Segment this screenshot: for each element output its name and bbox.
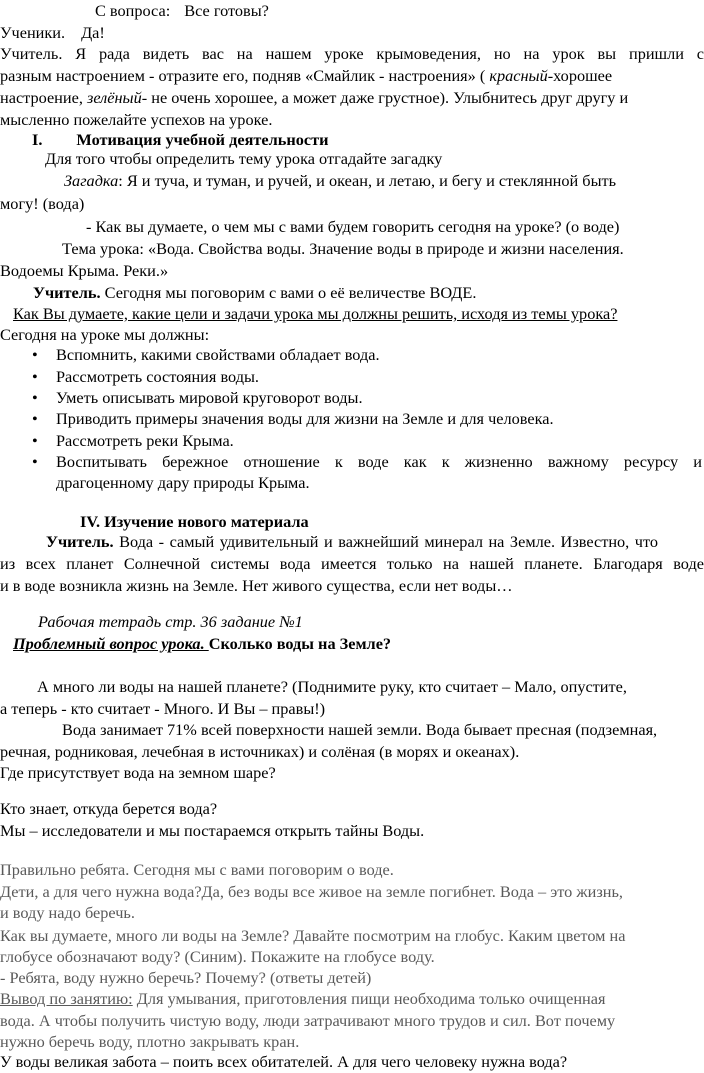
goal-item-1: Вспомнить, какими свойствами обладает вода.	[56, 345, 380, 364]
section-4-heading: IV. Изучение нового материала	[80, 512, 309, 531]
red-word: красный	[489, 66, 548, 85]
riddle-intro: Для того чтобы определить тему урока отгадайте загадку	[45, 149, 443, 168]
how-much-line-2: а теперь - кто считает - Много. И Вы – правы!)	[0, 699, 326, 718]
goal-item-5: Рассмотреть реки Крыма.	[56, 431, 234, 450]
percent-line-1: Вода занимает 71% всей поверхности нашей земли. Вода бывает пресная (подземная,	[62, 720, 658, 739]
teacher-mineral-line-1: Учитель. Вода - самый удивительный и важнейший минерал на Земле. Известно, что	[46, 532, 658, 551]
bullet-marker: •	[32, 367, 38, 386]
goal-item-6-line-1: Воспитывать бережное отношение к воде как к жизненно важному ресурсу и	[56, 452, 702, 471]
teacher-intro-line-3: настроение, зелёный- не очень хорошее, а может даже грустное). Улыбнитесь друг другу и	[0, 88, 629, 107]
percent-line-3: Где присутствует вода на земном шаре?	[0, 763, 276, 782]
goals-question: Как Вы думаете, какие цели и задачи урока мы должны решить, исходя из темы урока?	[13, 304, 618, 323]
riddle-label: Загадка	[64, 171, 119, 190]
problem-question: Сколько воды на Земле?	[208, 634, 392, 653]
gray-line-7: Вывод по занятию: Для умывания, приготовления пищи необходима только очищенная	[0, 989, 606, 1008]
dialog-line-2	[0, 22, 704, 44]
teacher-label-2: Учитель.	[33, 283, 101, 302]
topic-line-2: Водоемы Крыма. Реки.»	[0, 261, 169, 280]
gray-line-4: Как вы думаете, много ли воды на Земле? Давайте посмотрим на глобус. Каким цветом на	[0, 926, 626, 945]
origin-line-1: Кто знает, откуда берется вода?	[0, 799, 218, 818]
bullet-marker: •	[32, 345, 38, 364]
conclusion-label: Вывод по занятию:	[0, 989, 133, 1008]
bullet-marker: •	[32, 431, 38, 450]
teacher-water-line: Учитель. Сегодня мы поговорим с вами о её величестве ВОДЕ.	[33, 283, 477, 302]
goal-item-6-line-2: драгоценному дару природы Крыма.	[56, 473, 310, 492]
gray-line-6: - Ребята, воду нужно беречь? Почему? (ответы детей)	[0, 968, 372, 987]
riddle-line-1: Загадка: Я и туча, и туман, и ручей, и океан, и летаю, и бегу и стеклянной быть	[64, 171, 617, 190]
gray-line-8: вода. А чтобы получить чистую воду, люди затрачивают много трудов и сил. Вот почему	[0, 1011, 616, 1030]
teacher-intro-line-1: Учитель. Я рада видеть вас на нашем уроке крымоведения, но на урок вы пришли с	[0, 44, 704, 63]
goal-item-2: Рассмотреть состояния воды.	[56, 367, 259, 386]
teacher-intro-line-4: мысленно пожелайте успехов на уроке.	[0, 110, 273, 129]
green-word: зелёный	[86, 88, 142, 107]
dialog-line-1	[0, 0, 704, 22]
teacher-label: Учитель.	[0, 44, 63, 63]
goals-intro: Сегодня на уроке мы должны:	[0, 325, 210, 344]
question-text: Все готовы?	[184, 1, 269, 20]
bullet-marker: •	[32, 409, 38, 428]
section-1-title: Мотивация учебной деятельности	[76, 130, 329, 149]
question-topic: - Как вы думаете, о чем мы с вами будем говорить сегодня на уроке? (о воде)	[86, 217, 620, 236]
teacher-mineral-line-3: и в воде возникла жизнь на Земле. Нет живого существа, если нет воды…	[0, 576, 513, 595]
teacher-intro-line-2: разным настроением - отразите его, подняв «Смайлик - настроения» ( красный-хорошее	[0, 66, 613, 85]
topic-line-1: Тема урока: «Вода. Свойства воды. Значение воды в природе и жизни населения.	[62, 239, 624, 258]
teacher-label-3: Учитель.	[46, 532, 114, 551]
problem-label: Проблемный вопрос урока.	[13, 634, 209, 653]
students-answer: Да!	[81, 23, 105, 42]
workbook-reference: Рабочая тетрадь стр. 36 задание №1	[38, 612, 303, 631]
section-1-number: I.	[32, 130, 43, 149]
percent-line-2: речная, родниковая, лечебная в источниках) и солёная (в морях и океанах).	[0, 742, 520, 761]
problem-question-line	[0, 633, 704, 655]
goal-item-4: Приводить примеры значения воды для жизни на Земле и для человека.	[56, 409, 554, 428]
gray-line-5: глобусе обозначают воду? (Синим). Покажите на глобусе воду.	[0, 947, 435, 966]
goal-item-3: Уметь описывать мировой круговорот воды.	[56, 388, 363, 407]
gray-line-10: У воды великая забота – поить всех обитателей. А для чего человеку нужна вода?	[0, 1052, 568, 1071]
bullet-marker: •	[32, 452, 38, 471]
gray-line-9: нужно беречь воду, плотно закрывать кран.	[0, 1032, 300, 1051]
riddle-line-2: могу! (вода)	[0, 194, 85, 213]
origin-line-2: Мы – исследователи и мы постараемся открыть тайны Воды.	[0, 821, 425, 840]
students-label: Ученики.	[0, 23, 66, 42]
question-label: С вопроса:	[95, 1, 171, 20]
bullet-marker: •	[32, 388, 38, 407]
gray-line-1: Правильно ребята. Сегодня мы с вами поговорим о воде.	[0, 860, 394, 879]
teacher-mineral-line-2: из всех планет Солнечной системы вода имеется только на нашей планете. Благодаря воде	[0, 554, 704, 573]
how-much-line-1: А много ли воды на нашей планете? (Поднимите руку, кто считает – Мало, опустите,	[37, 677, 627, 696]
gray-line-2: Дети, а для чего нужна вода?Да, без воды все живое на земле погибнет. Вода – это жизнь,	[0, 882, 623, 901]
gray-line-3: и воду надо беречь.	[0, 903, 135, 922]
